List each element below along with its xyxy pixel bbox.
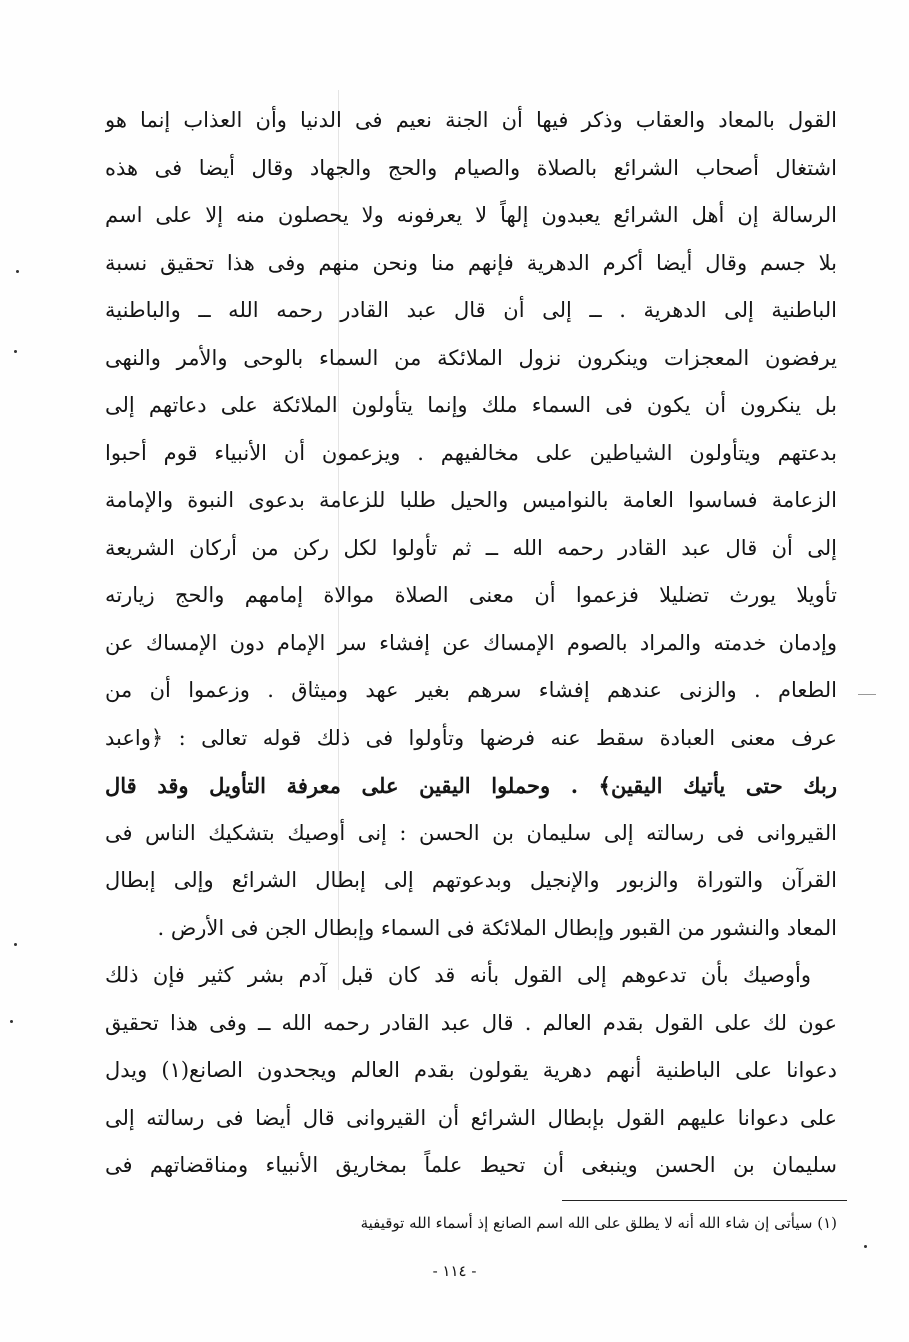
text-line: دعوانا على الباطنية أنهم دهرية يقولون بقدم العالم ويجحدون الصانع(١) ويدل (105, 1058, 837, 1082)
text-line: يرفضون المعجزات وينكرون نزول الملائكة من السماء بالوحى والأمر والنهى (105, 345, 837, 370)
text-line: القرآن والتوراة والزبور والإنجيل وبدعوتهم إلى إبطال الشرائع وإلى إبطال (105, 868, 837, 892)
text-line: بل ينكرون أن يكون فى السماء ملك وإنما يتأولون الملائكة على دعاتهم إلى (105, 393, 837, 417)
scan-speck (16, 270, 19, 273)
text-line: سليمان بن الحسن وينبغى أن تحيط علماً بمخاريق الأنبياء ومناقضاتهم فى (105, 1153, 837, 1177)
text-line-quran-verse: ربك حتى يأتيك اليقين﴾ . وحملوا اليقين على معرفة التأويل وقد قال (105, 773, 837, 798)
scan-margin-mark (858, 694, 876, 695)
text-line: عون لك على القول بقدم العالم . قال عبد القادر رحمه الله ــ وفى هذا تحقيق (105, 1010, 837, 1035)
text-line: الطعام . والزنى عندهم إفشاء سرهم بغير عهد وميثاق . وزعموا أن من (105, 678, 837, 702)
text-line: الزعامة فساسوا العامة بالنواميس والحيل طلبا للزعامة بدعوى النبوة والإمامة (105, 488, 837, 512)
text-line: عرف معنى العبادة سقط عنه فرضها وتأولوا فى ذلك قوله تعالى : ﴿واعبد (105, 725, 837, 750)
text-line: القيروانى فى رسالته إلى سليمان بن الحسن : إنى أوصيك بتشكيك الناس فى (105, 820, 837, 845)
text-line: بدعتهم ويتأولون الشياطين على مخالفيهم . ويزعمون أن الأنبياء قوم أحبوا (105, 440, 837, 465)
footnote-separator (562, 1200, 847, 1201)
text-line: اشتغال أصحاب الشرائع بالصلاة والصيام والحج والجهاد وقال أيضا فى هذه (105, 155, 837, 180)
text-line: بلا جسم وقال أيضا أكرم الدهرية فإنهم منا ونحن منهم وفى هذا تحقيق نسبة (105, 250, 837, 275)
text-line-paragraph-start: وأوصيك بأن تدعوهم إلى القول بأنه قد كان قبل آدم بشر كثير فإن ذلك (105, 963, 811, 987)
scan-speck (864, 1245, 867, 1248)
scan-speck (14, 350, 17, 353)
page-number: - ١١٤ - (432, 1262, 477, 1280)
text-line: تأويلا يورث تضليلا فزعموا أن معنى الصلاة موالاة إمامهم والحج زيارته (105, 583, 837, 607)
text-line: على دعوانا عليهم القول بإبطال الشرائع أن القيروانى قال أيضا فى رسالته إلى (105, 1105, 837, 1130)
text-line: إلى أن قال عبد القادر رحمه الله ــ ثم تأولوا لكل ركن من أركان الشريعة (105, 535, 837, 560)
text-line: الباطنية إلى الدهرية . ــ إلى أن قال عبد القادر رحمه الله ــ والباطنية (105, 298, 837, 322)
body-text (105, 97, 837, 1190)
scan-speck (10, 1020, 13, 1023)
scan-speck (14, 943, 17, 946)
text-line: الرسالة إن أهل الشرائع يعبدون إلهاً لا يعرفونه ولا يحصلون منه إلا على اسم (105, 203, 837, 227)
text-line: وإدمان خدمته والمراد بالصوم الإمساك عن إفشاء سر الإمام دون الإمساك عن (105, 630, 837, 655)
text-line: المعاد والنشور من القبور وإبطال الملائكة فى السماء وإبطال الجن فى الأرض . (157, 915, 837, 940)
text-line: القول بالمعاد والعقاب وذكر فيها أن الجنة نعيم فى الدنيا وأن العذاب إنما هو (105, 108, 837, 132)
footnote: (١) سيأتى إن شاء الله أنه لا يطلق على الله اسم الصانع إذ أسماء الله توقيفية (360, 1214, 837, 1232)
